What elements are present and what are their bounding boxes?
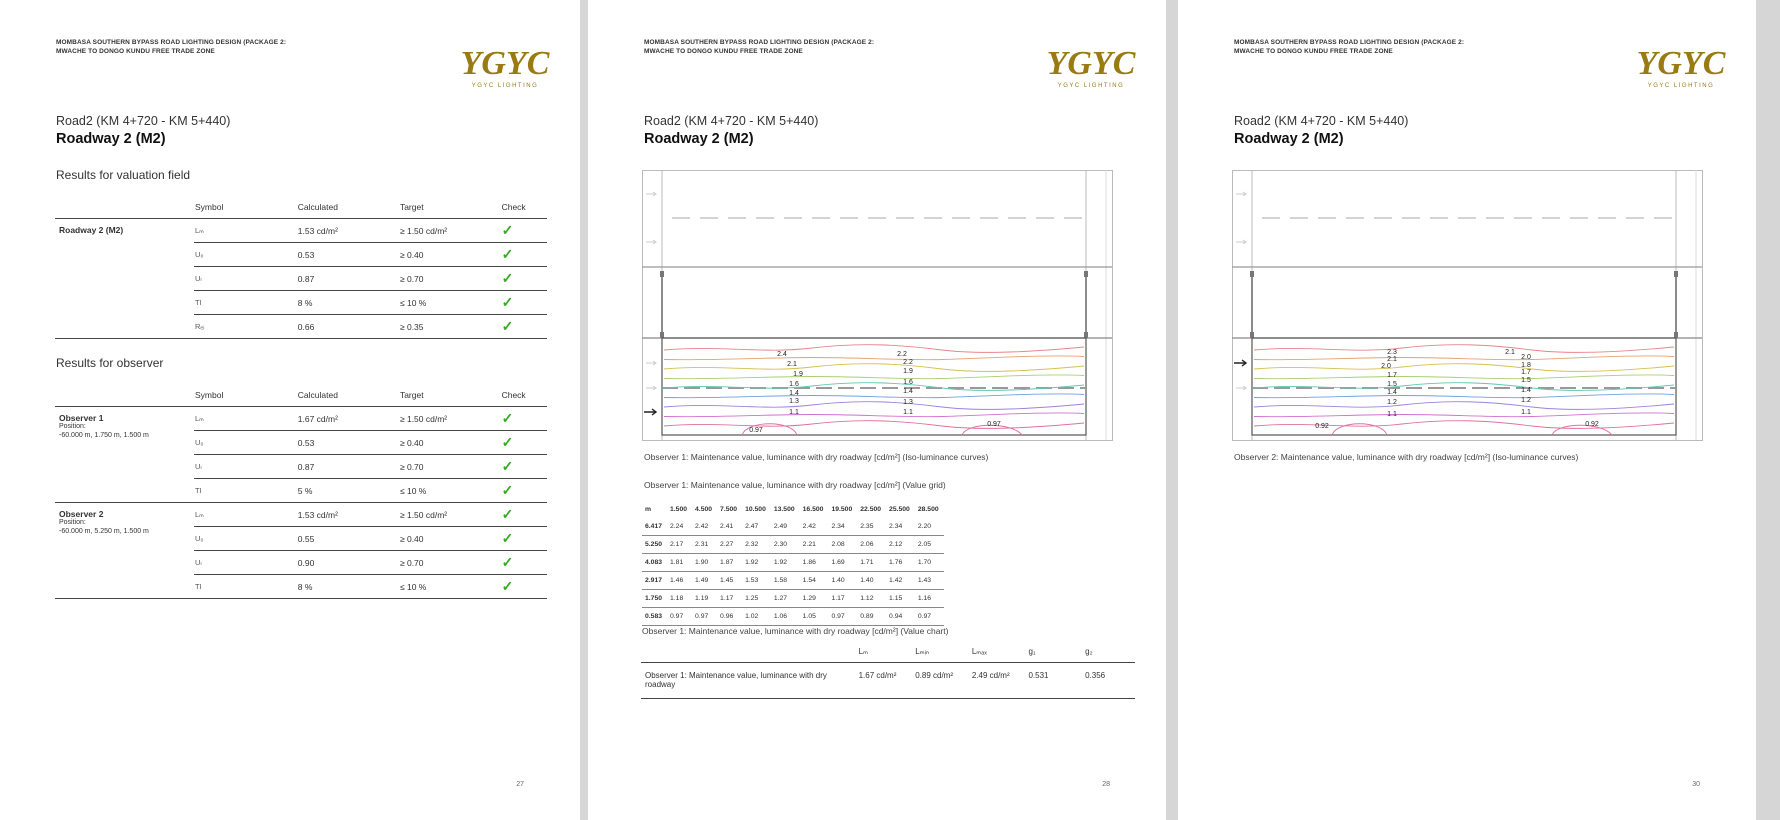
iso-curve-label: 2.3 bbox=[1387, 349, 1397, 356]
observer-name-header bbox=[55, 384, 194, 407]
iso-curve bbox=[664, 394, 1084, 398]
iso-curve-label: 1.3 bbox=[903, 399, 913, 406]
iso-curve bbox=[1254, 383, 1674, 391]
symbol-cell: TI bbox=[194, 291, 297, 315]
grid-y-header: 6.417 bbox=[642, 518, 667, 536]
grid-value: 1.46 bbox=[667, 572, 692, 590]
iso-curve bbox=[1552, 425, 1612, 435]
checkmark-icon: ✓ bbox=[501, 529, 514, 546]
iso-curve-label: 0.92 bbox=[1585, 421, 1599, 428]
value-chart-value: 2.49 cd/m² bbox=[971, 663, 1028, 699]
logo-subtext: YGYC LIGHTING bbox=[1647, 83, 1715, 89]
grid-value: 1.15 bbox=[886, 590, 915, 608]
iso-curve bbox=[664, 364, 1084, 372]
iso-curve bbox=[664, 345, 1084, 353]
check-cell bbox=[501, 315, 547, 339]
value-chart-header-row bbox=[641, 640, 1135, 663]
grid-value: 0.96 bbox=[717, 608, 742, 626]
grid-value: 2.27 bbox=[717, 536, 742, 554]
grid-x-header: 19.500 bbox=[831, 506, 853, 513]
grid-value: 1.92 bbox=[771, 554, 800, 572]
checkmark-icon: ✓ bbox=[501, 221, 514, 238]
calculated-cell: 8 % bbox=[297, 291, 399, 315]
field-name: Roadway 2 (M2) bbox=[59, 225, 124, 235]
luminance-value-chart-table bbox=[641, 640, 1135, 699]
check-cell bbox=[501, 407, 547, 431]
calculated-cell: 8 % bbox=[297, 575, 399, 599]
road-subtitle: Road2 (KM 4+720 - KM 5+440) bbox=[644, 114, 819, 128]
grid-x-header: 22.500 bbox=[860, 506, 882, 513]
grid-x-header: 4.500 bbox=[695, 506, 713, 513]
checkmark-icon: ✓ bbox=[501, 269, 514, 286]
checkmark-icon: ✓ bbox=[501, 457, 514, 474]
checkmark-icon: ✓ bbox=[501, 553, 514, 570]
grid-row bbox=[642, 536, 944, 554]
iso-curve-label: 1.5 bbox=[1521, 377, 1531, 384]
logo-text: YGYC bbox=[460, 45, 550, 82]
grid-value: 2.12 bbox=[886, 536, 915, 554]
iso-curve-label: 0.92 bbox=[1315, 423, 1329, 430]
logo-subtext: YGYC LIGHTING bbox=[1057, 83, 1125, 89]
observer-position: -60.000 m, 1.750 m, 1.500 m bbox=[59, 431, 149, 439]
grid-value: 1.18 bbox=[667, 590, 692, 608]
value-chart-caption: Observer 1: Maintenance value, luminance with dry roadway [cd/m²] (Value chart) bbox=[642, 626, 949, 636]
check-cell bbox=[501, 551, 547, 575]
grid-value: 2.47 bbox=[742, 518, 771, 536]
grid-value: 1.27 bbox=[771, 590, 800, 608]
iso-curve-label: 1.4 bbox=[903, 388, 913, 395]
grid-value: 1.69 bbox=[828, 554, 857, 572]
grid-x-header: 1.500 bbox=[670, 506, 688, 513]
valuation-field-results-table bbox=[55, 196, 547, 339]
grid-value: 2.05 bbox=[915, 536, 944, 554]
table-header-row bbox=[55, 384, 547, 407]
symbol-cell: TI bbox=[194, 479, 297, 503]
logo-text: YGYC bbox=[1046, 45, 1136, 82]
checkmark-icon: ✓ bbox=[501, 409, 514, 426]
grid-value: 1.43 bbox=[915, 572, 944, 590]
grid-value: 1.70 bbox=[915, 554, 944, 572]
target-cell: ≤ 10 % bbox=[399, 291, 501, 315]
calculated-cell: 0.90 bbox=[297, 551, 399, 575]
iso-curve bbox=[1254, 394, 1674, 398]
symbol-cell: U₀ bbox=[194, 431, 297, 455]
grid-value: 1.17 bbox=[717, 590, 742, 608]
checkmark-icon: ✓ bbox=[501, 293, 514, 310]
checkmark-icon: ✓ bbox=[501, 577, 514, 594]
symbol-cell: Rₑᵢ bbox=[194, 315, 297, 339]
iso-curve bbox=[664, 421, 1084, 429]
check-cell bbox=[501, 479, 547, 503]
iso-curve-label: 2.2 bbox=[903, 359, 913, 366]
column-header: Check bbox=[501, 196, 547, 219]
grid-y-header: 4.083 bbox=[642, 554, 667, 572]
grid-x-header: 10.500 bbox=[745, 506, 766, 513]
symbol-cell: U₀ bbox=[194, 243, 297, 267]
iso-curves-caption: Observer 2: Maintenance value, luminance with dry roadway [cd/m²] (Iso-luminance curves) bbox=[1234, 452, 1579, 462]
iso-curve-label: 2.1 bbox=[1505, 349, 1515, 356]
section-title-observer: Results for observer bbox=[56, 356, 164, 370]
grid-y-header: 5.250 bbox=[642, 536, 667, 554]
iso-curve-label: 1.3 bbox=[789, 398, 799, 405]
ygyc-logo bbox=[460, 40, 550, 92]
grid-y-header: 2.917 bbox=[642, 572, 667, 590]
calculated-cell: 5 % bbox=[297, 479, 399, 503]
logo-text: YGYC bbox=[1636, 45, 1726, 82]
observer-arrow-icon bbox=[644, 409, 656, 415]
column-header: Calculated bbox=[297, 384, 399, 407]
value-chart-value: 0.531 bbox=[1027, 663, 1084, 699]
report-page-30 bbox=[1178, 0, 1756, 820]
checkmark-icon: ✓ bbox=[501, 481, 514, 498]
calculated-cell: 0.87 bbox=[297, 455, 399, 479]
grid-row bbox=[642, 554, 944, 572]
calculated-cell: 0.53 bbox=[297, 431, 399, 455]
target-cell: ≤ 10 % bbox=[399, 479, 501, 503]
grid-value: 1.86 bbox=[800, 554, 829, 572]
target-cell: ≥ 0.70 bbox=[399, 267, 501, 291]
check-cell bbox=[501, 219, 547, 243]
column-header: Check bbox=[501, 384, 547, 407]
value-chart-column-header: g₁ bbox=[1027, 640, 1084, 663]
grid-value: 2.30 bbox=[771, 536, 800, 554]
field-name-cell bbox=[55, 219, 194, 339]
iso-curve bbox=[1254, 364, 1674, 372]
grid-row bbox=[642, 590, 944, 608]
iso-curve-label: 2.2 bbox=[897, 351, 907, 358]
observer-results-table bbox=[55, 384, 547, 599]
grid-value: 1.90 bbox=[692, 554, 717, 572]
target-cell: ≥ 1.50 cd/m² bbox=[399, 219, 501, 243]
observer-name: Observer 2 bbox=[59, 509, 104, 519]
grid-value: 2.42 bbox=[692, 518, 717, 536]
grid-value: 1.25 bbox=[742, 590, 771, 608]
grid-value: 2.24 bbox=[667, 518, 692, 536]
iso-curve-label: 1.1 bbox=[903, 409, 913, 416]
page-number: 28 bbox=[1102, 781, 1110, 788]
grid-value: 2.20 bbox=[915, 518, 944, 536]
table-row bbox=[55, 407, 547, 431]
iso-curve-label: 1.6 bbox=[903, 379, 913, 386]
grid-x-header: 28.500 bbox=[917, 506, 939, 513]
iso-curve-label: 1.1 bbox=[789, 409, 799, 416]
iso-luminance-diagram-observer-1 bbox=[642, 170, 1128, 446]
iso-curve bbox=[664, 413, 1084, 417]
grid-value: 1.92 bbox=[742, 554, 771, 572]
symbol-cell: Uₗ bbox=[194, 455, 297, 479]
grid-x-header: 16.500 bbox=[802, 506, 824, 513]
diagram-frame bbox=[642, 170, 1113, 441]
road-subtitle: Road2 (KM 4+720 - KM 5+440) bbox=[56, 114, 231, 128]
document-header: MOMBASA SOUTHERN BYPASS ROAD LIGHTING DESIGN (PACKAGE 2: MWACHE TO DONGO KUNDU FREE TRADE ZONE bbox=[644, 39, 875, 55]
grid-corner-unit: m bbox=[645, 506, 652, 513]
calculated-cell: 1.53 cd/m² bbox=[297, 219, 399, 243]
iso-curve-label: 2.0 bbox=[1521, 354, 1531, 361]
grid-value: 1.54 bbox=[800, 572, 829, 590]
grid-value: 1.76 bbox=[886, 554, 915, 572]
grid-value: 2.06 bbox=[857, 536, 886, 554]
grid-value: 1.06 bbox=[771, 608, 800, 626]
iso-curve-label: 1.5 bbox=[1387, 381, 1397, 388]
check-cell bbox=[501, 503, 547, 527]
iso-curve-label: 2.4 bbox=[777, 351, 787, 358]
grid-value: 1.42 bbox=[886, 572, 915, 590]
checkmark-icon: ✓ bbox=[501, 245, 514, 262]
iso-curve-label: 1.8 bbox=[1521, 362, 1531, 369]
grid-value: 2.08 bbox=[828, 536, 857, 554]
calculated-cell: 0.66 bbox=[297, 315, 399, 339]
check-cell bbox=[501, 527, 547, 551]
grid-y-header: 0.583 bbox=[642, 608, 667, 626]
calculated-cell: 0.55 bbox=[297, 527, 399, 551]
iso-curve bbox=[664, 383, 1084, 391]
grid-value: 2.34 bbox=[886, 518, 915, 536]
iso-curve-label: 2.1 bbox=[787, 361, 797, 368]
page-title: Roadway 2 (M2) bbox=[1234, 131, 1344, 147]
page-number: 30 bbox=[1692, 781, 1700, 788]
checkmark-icon: ✓ bbox=[501, 433, 514, 450]
target-cell: ≥ 0.40 bbox=[399, 243, 501, 267]
iso-curve bbox=[1254, 413, 1674, 417]
document-header: MOMBASA SOUTHERN BYPASS ROAD LIGHTING DESIGN (PACKAGE 2: MWACHE TO DONGO KUNDU FREE TRADE ZONE bbox=[1234, 39, 1465, 55]
iso-curve-label: 1.4 bbox=[789, 390, 799, 397]
symbol-cell: Uₗ bbox=[194, 267, 297, 291]
grid-value: 2.32 bbox=[742, 536, 771, 554]
grid-value: 1.49 bbox=[692, 572, 717, 590]
grid-y-header: 1.750 bbox=[642, 590, 667, 608]
symbol-cell: Lₘ bbox=[194, 219, 297, 243]
grid-value: 0.97 bbox=[667, 608, 692, 626]
grid-value: 2.21 bbox=[800, 536, 829, 554]
grid-value: 0.94 bbox=[886, 608, 915, 626]
target-cell: ≥ 0.40 bbox=[399, 431, 501, 455]
grid-value: 0.97 bbox=[915, 608, 944, 626]
grid-value: 1.58 bbox=[771, 572, 800, 590]
value-chart-column-header: Lₘₐₓ bbox=[971, 640, 1028, 663]
value-chart-value: 1.67 cd/m² bbox=[858, 663, 915, 699]
check-cell bbox=[501, 291, 547, 315]
value-chart-column-header: Lₘ bbox=[858, 640, 915, 663]
iso-curve bbox=[664, 375, 1084, 379]
iso-curve bbox=[1254, 375, 1674, 379]
iso-curve-label: 0.97 bbox=[749, 427, 763, 434]
iso-curve bbox=[664, 356, 1084, 360]
symbol-cell: TI bbox=[194, 575, 297, 599]
iso-curve-label: 1.9 bbox=[903, 368, 913, 375]
checkmark-icon: ✓ bbox=[501, 317, 514, 334]
symbol-cell: U₀ bbox=[194, 527, 297, 551]
value-chart-row-label: Observer 1: Maintenance value, luminance with dry roadway bbox=[641, 663, 858, 699]
value-chart-blank-header bbox=[641, 640, 858, 663]
grid-x-header: 13.500 bbox=[773, 506, 795, 513]
calculated-cell: 0.87 bbox=[297, 267, 399, 291]
grid-value: 0.89 bbox=[857, 608, 886, 626]
iso-curve-label: 1.1 bbox=[1521, 409, 1531, 416]
iso-curve-label: 1.4 bbox=[1387, 389, 1397, 396]
grid-value: 1.40 bbox=[857, 572, 886, 590]
grid-value: 1.19 bbox=[692, 590, 717, 608]
grid-value: 1.02 bbox=[742, 608, 771, 626]
check-cell bbox=[501, 455, 547, 479]
grid-value: 2.31 bbox=[692, 536, 717, 554]
target-cell: ≥ 0.35 bbox=[399, 315, 501, 339]
observer-position-label: Position: bbox=[59, 519, 86, 526]
iso-luminance-diagram-observer-2 bbox=[1232, 170, 1718, 446]
grid-value: 2.41 bbox=[717, 518, 742, 536]
report-page-27 bbox=[0, 0, 580, 820]
iso-curves bbox=[664, 345, 1084, 435]
iso-curve-label: 1.1 bbox=[1387, 411, 1397, 418]
grid-value: 2.34 bbox=[828, 518, 857, 536]
target-cell: ≥ 1.50 cd/m² bbox=[399, 503, 501, 527]
target-cell: ≥ 0.70 bbox=[399, 455, 501, 479]
report-page-28 bbox=[588, 0, 1166, 820]
table-header-row bbox=[55, 196, 547, 219]
check-cell bbox=[501, 575, 547, 599]
grid-row bbox=[642, 518, 944, 536]
iso-curves-caption: Observer 1: Maintenance value, luminance with dry roadway [cd/m²] (Iso-luminance curves) bbox=[644, 452, 989, 462]
ygyc-logo bbox=[1636, 40, 1726, 92]
grid-value: 1.53 bbox=[742, 572, 771, 590]
check-cell bbox=[501, 267, 547, 291]
grid-value: 1.29 bbox=[800, 590, 829, 608]
iso-curve bbox=[664, 402, 1084, 410]
observer-arrow-icon bbox=[1234, 360, 1246, 366]
column-header: Target bbox=[399, 196, 501, 219]
document-header: MOMBASA SOUTHERN BYPASS ROAD LIGHTING DESIGN (PACKAGE 2: MWACHE TO DONGO KUNDU FREE TRADE ZONE bbox=[56, 39, 287, 55]
column-header: Target bbox=[399, 384, 501, 407]
calculated-cell: 1.67 cd/m² bbox=[297, 407, 399, 431]
page-title: Roadway 2 (M2) bbox=[56, 131, 166, 147]
column-header: Symbol bbox=[194, 196, 297, 219]
grid-header-row bbox=[642, 501, 944, 518]
grid-value: 0.97 bbox=[828, 608, 857, 626]
calculated-cell: 1.53 cd/m² bbox=[297, 503, 399, 527]
iso-curve-label: 1.6 bbox=[789, 381, 799, 388]
grid-x-header: 7.500 bbox=[720, 506, 738, 513]
iso-curve-label: 1.9 bbox=[793, 371, 803, 378]
checkmark-icon: ✓ bbox=[501, 505, 514, 522]
diagram-frame bbox=[1232, 170, 1703, 441]
grid-value: 2.35 bbox=[857, 518, 886, 536]
observer-position-label: Position: bbox=[59, 423, 86, 430]
grid-value: 2.49 bbox=[771, 518, 800, 536]
grid-value: 1.05 bbox=[800, 608, 829, 626]
iso-curves bbox=[1254, 345, 1674, 435]
grid-value: 0.97 bbox=[692, 608, 717, 626]
target-cell: ≥ 0.70 bbox=[399, 551, 501, 575]
iso-curve-label: 1.7 bbox=[1521, 369, 1531, 376]
value-grid-caption: Observer 1: Maintenance value, luminance with dry roadway [cd/m²] (Value grid) bbox=[644, 480, 946, 490]
grid-value: 2.17 bbox=[667, 536, 692, 554]
value-chart-column-header: g₂ bbox=[1084, 640, 1135, 663]
value-chart-value: 0.89 cd/m² bbox=[914, 663, 971, 699]
symbol-cell: Uₗ bbox=[194, 551, 297, 575]
table-row bbox=[55, 219, 547, 243]
iso-curve-label: 1.2 bbox=[1387, 399, 1397, 406]
ygyc-logo bbox=[1046, 40, 1136, 92]
observer-cell bbox=[55, 407, 194, 503]
observer-name: Observer 1 bbox=[59, 413, 104, 423]
iso-curve-label: 2.1 bbox=[1387, 356, 1397, 363]
grid-value: 1.45 bbox=[717, 572, 742, 590]
target-cell: ≤ 10 % bbox=[399, 575, 501, 599]
grid-row bbox=[642, 572, 944, 590]
iso-curve bbox=[1254, 402, 1674, 410]
grid-value: 1.17 bbox=[828, 590, 857, 608]
column-header: Symbol bbox=[194, 384, 297, 407]
logo-subtext: YGYC LIGHTING bbox=[471, 83, 539, 89]
symbol-cell: Lₘ bbox=[194, 503, 297, 527]
symbol-cell: Lₘ bbox=[194, 407, 297, 431]
grid-value: 1.16 bbox=[915, 590, 944, 608]
iso-curve-label: 1.7 bbox=[1387, 372, 1397, 379]
grid-value: 1.71 bbox=[857, 554, 886, 572]
iso-curve bbox=[1254, 345, 1674, 353]
column-header: Calculated bbox=[297, 196, 399, 219]
value-chart-value: 0.356 bbox=[1084, 663, 1135, 699]
iso-curve-label: 2.0 bbox=[1381, 363, 1391, 370]
target-cell: ≥ 1.50 cd/m² bbox=[399, 407, 501, 431]
iso-curve bbox=[1254, 356, 1674, 360]
grid-value: 1.87 bbox=[717, 554, 742, 572]
value-chart-row bbox=[641, 663, 1135, 699]
luminance-value-grid bbox=[642, 501, 944, 626]
target-cell: ≥ 0.40 bbox=[399, 527, 501, 551]
grid-row bbox=[642, 608, 944, 626]
grid-value: 1.81 bbox=[667, 554, 692, 572]
section-title-valuation-field: Results for valuation field bbox=[56, 168, 191, 182]
grid-value: 1.40 bbox=[828, 572, 857, 590]
page-number: 27 bbox=[516, 781, 524, 788]
iso-curve-label: 1.4 bbox=[1521, 387, 1531, 394]
observer-position: -60.000 m, 5.250 m, 1.500 m bbox=[59, 527, 149, 535]
grid-value: 2.42 bbox=[800, 518, 829, 536]
grid-value: 1.12 bbox=[857, 590, 886, 608]
check-cell bbox=[501, 431, 547, 455]
check-cell bbox=[501, 243, 547, 267]
grid-x-header: 25.500 bbox=[889, 506, 910, 513]
iso-curve-label: 0.97 bbox=[987, 421, 1001, 428]
table-row bbox=[55, 503, 547, 527]
iso-curve-label: 1.2 bbox=[1521, 397, 1531, 404]
road-subtitle: Road2 (KM 4+720 - KM 5+440) bbox=[1234, 114, 1409, 128]
observer-cell bbox=[55, 503, 194, 599]
value-chart-column-header: Lₘᵢₙ bbox=[914, 640, 971, 663]
page-title: Roadway 2 (M2) bbox=[644, 131, 754, 147]
field-name-header bbox=[55, 196, 194, 219]
calculated-cell: 0.53 bbox=[297, 243, 399, 267]
